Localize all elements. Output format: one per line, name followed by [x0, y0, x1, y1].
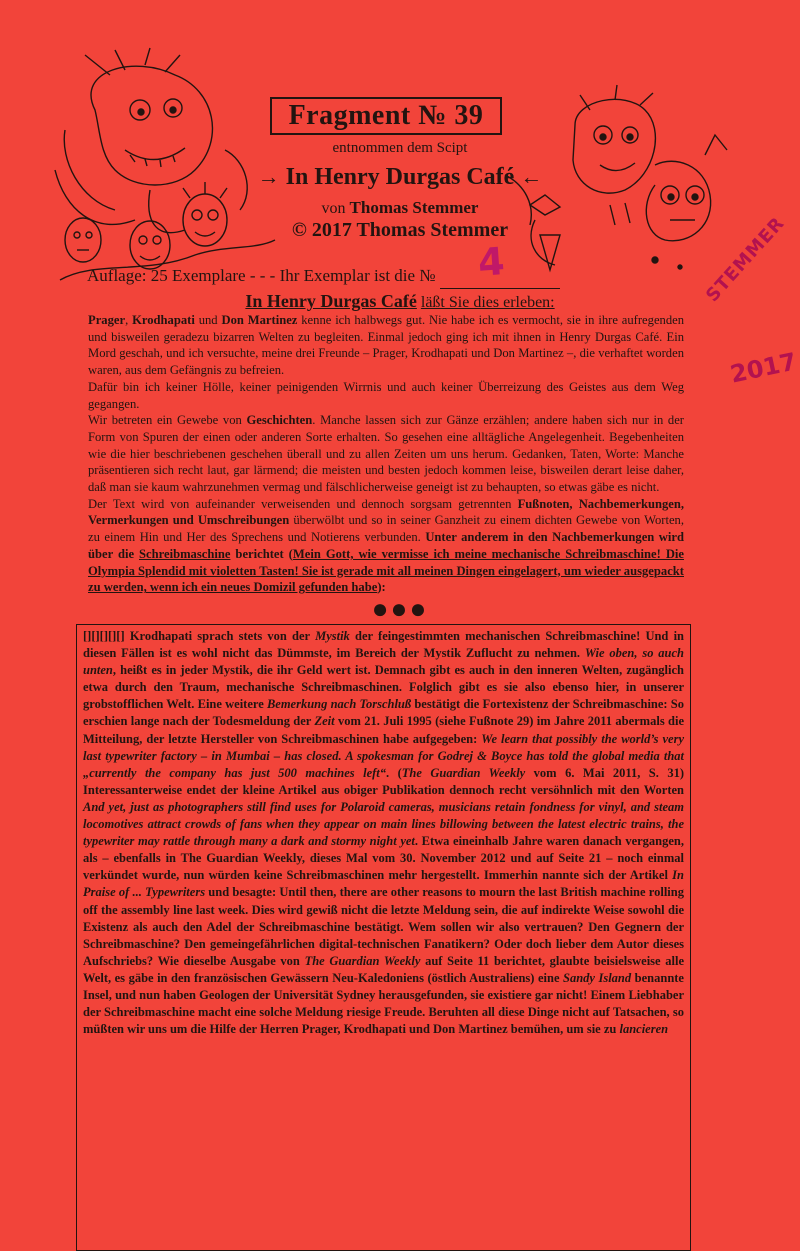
name-krodhapati: Krodhapati: [132, 313, 195, 327]
excerpt-paragraph: [83, 628, 684, 1038]
italic-run: lancieren: [619, 1022, 669, 1037]
handwritten-copy-number: 4: [476, 239, 506, 285]
signature-year: 2017: [727, 347, 799, 389]
italic-run: Mystik: [315, 629, 350, 643]
italic-run: In Praise of ... Typewriters: [83, 868, 684, 900]
fragment-title: Fragment № 39: [270, 97, 502, 135]
text-run: vom 21. Juli 1995 (siehe Fußnote 29) im Jahre 2011 abermals die Mitteilung, der letzte Hersteller von Schreibmaschinen habe aufgegeben:: [83, 714, 685, 746]
text-run-bold: ):: [377, 580, 386, 595]
italic-run: Bemerkung nach Torschluß: [266, 697, 412, 712]
heading-title: In Henry Durgas Café: [245, 291, 417, 311]
keyword-geschichten: Geschichten: [246, 413, 313, 428]
text-run: , heißt es in jeder Mystik, die ihr Geld wert ist. Demnach gibt es auch in den inneren Welten, zugänglich etwa durch den Traum, mechanische Schreibmaschinen. Folglich gibt es sie also ebenso hier, in unserer grobstofflichen Welt. Eine weitere: [83, 663, 684, 712]
italic-run: Zeit: [314, 714, 335, 729]
intro-paragraph-1: [88, 312, 684, 379]
intro-paragraph-4: [88, 496, 684, 596]
name-don-martinez: Don Martinez: [221, 313, 298, 327]
name-prager: Prager: [88, 313, 126, 327]
intro-paragraph-3: [88, 412, 684, 496]
text-run: und besagte: Until then, there are other reasons to mourn the last British machine rolling off the assembly line last week. Dies wird gewiß nicht die letzte Meldung sein, die auf indirekte Weise sowohl die Existenz als auch den Adel der Schreibmaschine bestätigt. Wem sollen wir also vertrauen? Den Gegnern der Schreibmaschine? Den gemeingefährlichen digital-technischen Fanatikern? Oder doch lieber dem Autor dieses Aufschriebs? Wie dieselbe Ausgabe von: [83, 885, 684, 968]
main-title: [0, 164, 800, 191]
text-run: kenne ich halbwegs gut. Nie habe ich es vermocht, sie in ihre aufregenden und bisweilen geradezu bizarren Welten zu begleiten. Einmal jedoch ging ich mit ihnen in Henry Durgas Café. Ein Mord geschah, und ich versuchte, meine drei Freunde – Prager, Krodhapati und Don Martinez –, die verhaftet worden waren, aus dem Gefängnis zu befreien.: [88, 313, 685, 378]
italic-quote: And yet, just as photographers still find uses for Polaroid cameras, musicians retain fondness for vinyl, and steam locomotives attract crowds of fans when they appear on main lines billowing between the latest electric trains, the typewriter may rattle through many a dark and stormy night yet: [83, 799, 684, 849]
text-run: bestätigt die Fortexistenz der Schreibmaschine: So erschien lange nach der Todesmeldung der: [83, 697, 684, 729]
text-run: . Etwa eineinhalb Jahre waren danach vergangen, als – ebenfalls in The Guardian Weekly, dieses Mal vom 30. November 2012 und auf Seite 21 – noch einmal verkündet wurde, nun würden keine Schreibmaschinen mehr hergestellt. Immerhin nannte sich der Artikel: [83, 834, 685, 883]
typewriter-aside: Mein Gott, wie vermisse ich meine mechanische Schreibmaschine! Die Olympia Splendid mit violetten Tasten! Sie ist gerade mit all meinen Dingen eingelagert, um wieder ausgepackt zu werden, wenn ich ein neues Domizil gefunden habe: [88, 546, 684, 595]
text-run: [][][][][] Krodhapati sprach stets von der: [83, 629, 316, 643]
italic-run: Sandy Island: [563, 970, 632, 985]
copyright-notice: © 2017 Thomas Stemmer: [291, 219, 509, 241]
keyword-schreibmaschine: Schreibmaschine: [139, 546, 231, 561]
text-run: vom 6. Mai 2011, S. 31) Interessanterweise endet der kleine Artikel aus obiger Publikation dennoch recht versöhnlich mit den Worten: [83, 765, 685, 797]
italic-run: The Guardian Weekly: [304, 953, 421, 968]
text-run: überwölbt und so in seiner Ganzheit zu einem dichten Gewebe von Worten, zu einem Hin und Her des Sprechens und Notierens verbunden.: [88, 513, 684, 545]
text-run: der feingestimmten mechanischen Schreibmaschine! Und in diesen Fällen ist es wohl nicht das Dümmste, im Bereich der Mystik Zuflucht zu nehmen.: [83, 629, 684, 661]
intro-paragraph-2: Dafür bin ich keiner Hölle, keiner peinigenden Wirrnis und auch keiner Überreizung des Geistes aus dem Weg gegangen.: [88, 379, 684, 411]
by-word: von: [321, 200, 346, 217]
edition-text: Auflage: 25 Exemplare - - - Ihr Exemplar ist die №: [87, 266, 436, 285]
text-run: . (: [386, 765, 402, 780]
text-run: auf Seite 11 berichtet, glaubte beisielsweise alle Welt, es gäbe in den französischen Gewässern Neu-Kaledoniens (östlich Australiens) eine: [83, 953, 684, 985]
byline: [0, 198, 800, 218]
text-run: Der Text wird von aufeinander verweisenden und dennoch sorgsam getrennten: [88, 496, 518, 511]
excerpt-box: [76, 624, 691, 1251]
signature-stamp: [698, 212, 800, 402]
text-run: ,: [125, 313, 133, 327]
main-title-text: In Henry Durgas Café: [285, 164, 515, 190]
text-run: und: [194, 313, 222, 327]
separator-dots: ●●●: [371, 594, 429, 625]
author-name: Thomas Stemmer: [349, 198, 479, 217]
source-line: entnommen dem Scipt: [332, 140, 468, 156]
arrow-right-icon: →: [257, 164, 280, 189]
italic-run: Wie oben, so auch unten: [83, 646, 684, 678]
text-run: benannte Insel, und nun haben Geologen der Universität Sydney herausgefunden, sie existiere gar nicht! Einem Liebhaber der Schreibmaschine macht eine solche Meldung riesige Freude. Beruhten all diese Dinge nicht auf Tatsachen, so müßten wir uns um die Hilfe der Herren Prager, Krodhapati und Don Martinez bemühen, um sie zu: [83, 970, 684, 1037]
intro-text: [88, 312, 684, 596]
text-run: . Manche lassen sich zur Gänze erzählen; andere haben sich nur in der Form von Spuren der einen oder anderen Sorte erhalten. So gesehen eine alltägliche Angelegenheit. Begebenheiten wie die hier beschriebenen geschehen überall und zu allen Zeiten um uns herum. Gedanken, Taten, Worte: Manche präsentieren sich recht laut, gar lärmend; die meisten und besten jedoch kommen leise, bisweilen derart leise daher, daß man sie kaum wahrzunehmen vermag und fälschlicherweise geneigt ist zu behaupten, so etwas gäbe es nicht.: [88, 413, 684, 495]
signature-name: STEMMER: [702, 212, 789, 307]
arrow-left-icon: ←: [520, 164, 543, 189]
text-run-bold: berichtet (: [230, 546, 293, 561]
italic-quote: We learn that possibly the world’s very last typewriter factory – in Mumbai – has closed. A spokesman for Godrej & Boyce has told the global media that „currently the company has just 500 machines left“: [83, 731, 684, 780]
section-heading: [0, 291, 800, 312]
keyword-footnotes: Fußnoten, Nachbemerkungen, Vermerkungen und Umschreibungen: [88, 496, 684, 528]
italic-run: The Guardian Weekly: [401, 765, 526, 780]
heading-rest: läßt Sie dies erleben:: [420, 294, 555, 311]
text-run-bold: Unter anderem in den Nachbemerkungen wird über die: [88, 530, 684, 561]
text-run: Wir betreten ein Gewebe von: [88, 413, 247, 428]
